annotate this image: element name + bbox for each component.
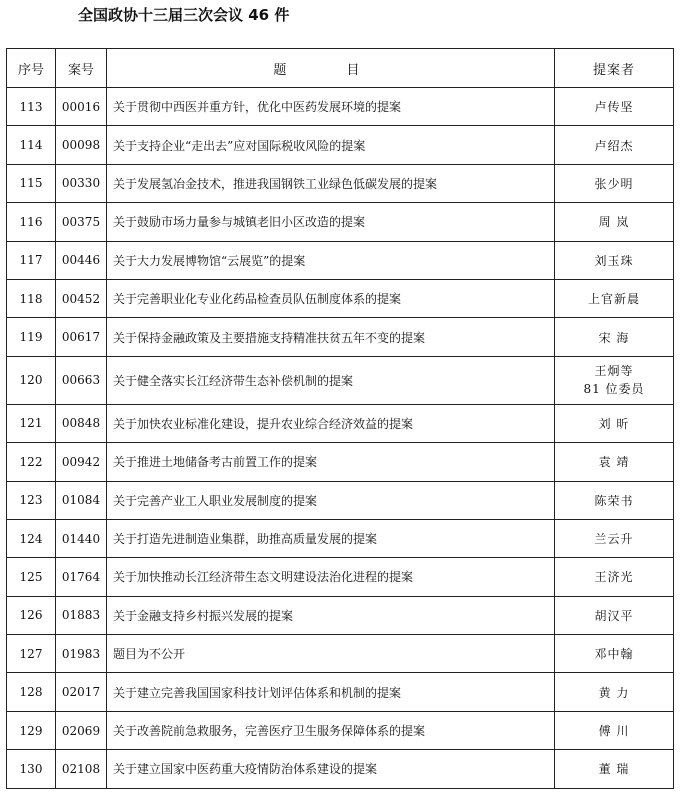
header-topic-label: 题 目 [273, 62, 388, 78]
table-row [7, 519, 674, 557]
row-case: 01440 [56, 519, 107, 557]
row-no: 125 [7, 558, 56, 596]
table-row [7, 356, 674, 404]
table-row [7, 443, 674, 481]
row-topic: 关于打造先进制造业集群，助推高质量发展的提案 [107, 519, 555, 557]
row-topic: 关于完善职业化专业化药品检查员队伍制度体系的提案 [107, 279, 555, 317]
table-row [7, 318, 674, 356]
row-case: 00330 [56, 164, 107, 202]
proposer-line-1: 王炯等 [594, 364, 634, 379]
row-topic: 关于健全落实长江经济带生态补偿机制的提案 [107, 356, 555, 404]
row-proposer [555, 356, 674, 404]
table-row [7, 164, 674, 202]
row-proposer: 陈荣书 [555, 481, 674, 519]
row-topic: 关于加快推动长江经济带生态文明建设法治化进程的提案 [107, 558, 555, 596]
row-proposer: 董 瑞 [555, 750, 674, 788]
row-topic: 关于贯彻中西医并重方针，优化中医药发展环境的提案 [107, 88, 555, 126]
row-proposer: 刘玉珠 [555, 241, 674, 279]
row-no: 128 [7, 673, 56, 711]
row-no: 124 [7, 519, 56, 557]
table-row [7, 750, 674, 788]
row-case: 00098 [56, 126, 107, 164]
proposer-line-2: 81 位委员 [583, 382, 645, 397]
proposals-table [6, 48, 674, 789]
row-no: 116 [7, 203, 56, 241]
row-proposer: 宋 海 [555, 318, 674, 356]
header-topic [107, 49, 555, 88]
row-topic: 关于建立国家中医药重大疫情防治体系建设的提案 [107, 750, 555, 788]
row-proposer: 卢绍杰 [555, 126, 674, 164]
row-proposer: 邓中翰 [555, 635, 674, 673]
row-no: 119 [7, 318, 56, 356]
document-title: 全国政协十三届三次会议 46 件 [78, 6, 290, 24]
row-topic: 题目为不公开 [107, 635, 555, 673]
row-proposer: 袁 靖 [555, 443, 674, 481]
row-no: 120 [7, 356, 56, 404]
row-no: 126 [7, 596, 56, 634]
table-row [7, 126, 674, 164]
row-case: 00446 [56, 241, 107, 279]
table-row [7, 404, 674, 442]
table-row [7, 673, 674, 711]
row-topic: 关于改善院前急救服务，完善医疗卫生服务保障体系的提案 [107, 711, 555, 749]
row-topic: 关于完善产业工人职业发展制度的提案 [107, 481, 555, 519]
row-case: 00617 [56, 318, 107, 356]
table-header-row [7, 49, 674, 88]
header-proposer: 提案者 [555, 49, 674, 88]
row-proposer: 傅 川 [555, 711, 674, 749]
row-case: 01084 [56, 481, 107, 519]
row-topic: 关于加快农业标准化建设，提升农业综合经济效益的提案 [107, 404, 555, 442]
row-case: 01764 [56, 558, 107, 596]
row-topic: 关于建立完善我国国家科技计划评估体系和机制的提案 [107, 673, 555, 711]
table-row [7, 596, 674, 634]
row-no: 129 [7, 711, 56, 749]
table-row [7, 558, 674, 596]
table-row [7, 203, 674, 241]
row-proposer: 王济光 [555, 558, 674, 596]
row-topic: 关于推进土地储备考古前置工作的提案 [107, 443, 555, 481]
row-no: 122 [7, 443, 56, 481]
row-case: 00452 [56, 279, 107, 317]
table-row [7, 635, 674, 673]
row-case: 00016 [56, 88, 107, 126]
row-no: 121 [7, 404, 56, 442]
row-proposer: 周 岚 [555, 203, 674, 241]
row-case: 00375 [56, 203, 107, 241]
row-case: 00848 [56, 404, 107, 442]
row-case: 02017 [56, 673, 107, 711]
row-no: 118 [7, 279, 56, 317]
row-no: 130 [7, 750, 56, 788]
row-no: 117 [7, 241, 56, 279]
row-proposer: 卢传坚 [555, 88, 674, 126]
row-proposer: 上官新晨 [555, 279, 674, 317]
row-no: 113 [7, 88, 56, 126]
row-no: 123 [7, 481, 56, 519]
row-case: 00663 [56, 356, 107, 404]
row-topic: 关于金融支持乡村振兴发展的提案 [107, 596, 555, 634]
header-no: 序号 [7, 49, 56, 88]
table-row [7, 481, 674, 519]
row-case: 01983 [56, 635, 107, 673]
row-proposer: 黄 力 [555, 673, 674, 711]
row-topic: 关于支持企业“走出去”应对国际税收风险的提案 [107, 126, 555, 164]
row-case: 01883 [56, 596, 107, 634]
table-row [7, 711, 674, 749]
row-topic: 关于发展氢冶金技术，推进我国钢铁工业绿色低碳发展的提案 [107, 164, 555, 202]
row-proposer: 张少明 [555, 164, 674, 202]
table-row [7, 279, 674, 317]
row-no: 115 [7, 164, 56, 202]
row-case: 00942 [56, 443, 107, 481]
table-body [7, 88, 674, 789]
row-proposer: 兰云升 [555, 519, 674, 557]
row-no: 114 [7, 126, 56, 164]
row-proposer: 刘 昕 [555, 404, 674, 442]
row-topic: 关于鼓励市场力量参与城镇老旧小区改造的提案 [107, 203, 555, 241]
row-topic: 关于大力发展博物馆“云展览”的提案 [107, 241, 555, 279]
row-proposer: 胡汉平 [555, 596, 674, 634]
table-row [7, 88, 674, 126]
row-no: 127 [7, 635, 56, 673]
table-row [7, 241, 674, 279]
row-case: 02108 [56, 750, 107, 788]
row-case: 02069 [56, 711, 107, 749]
row-topic: 关于保持金融政策及主要措施支持精准扶贫五年不变的提案 [107, 318, 555, 356]
header-case: 案号 [56, 49, 107, 88]
